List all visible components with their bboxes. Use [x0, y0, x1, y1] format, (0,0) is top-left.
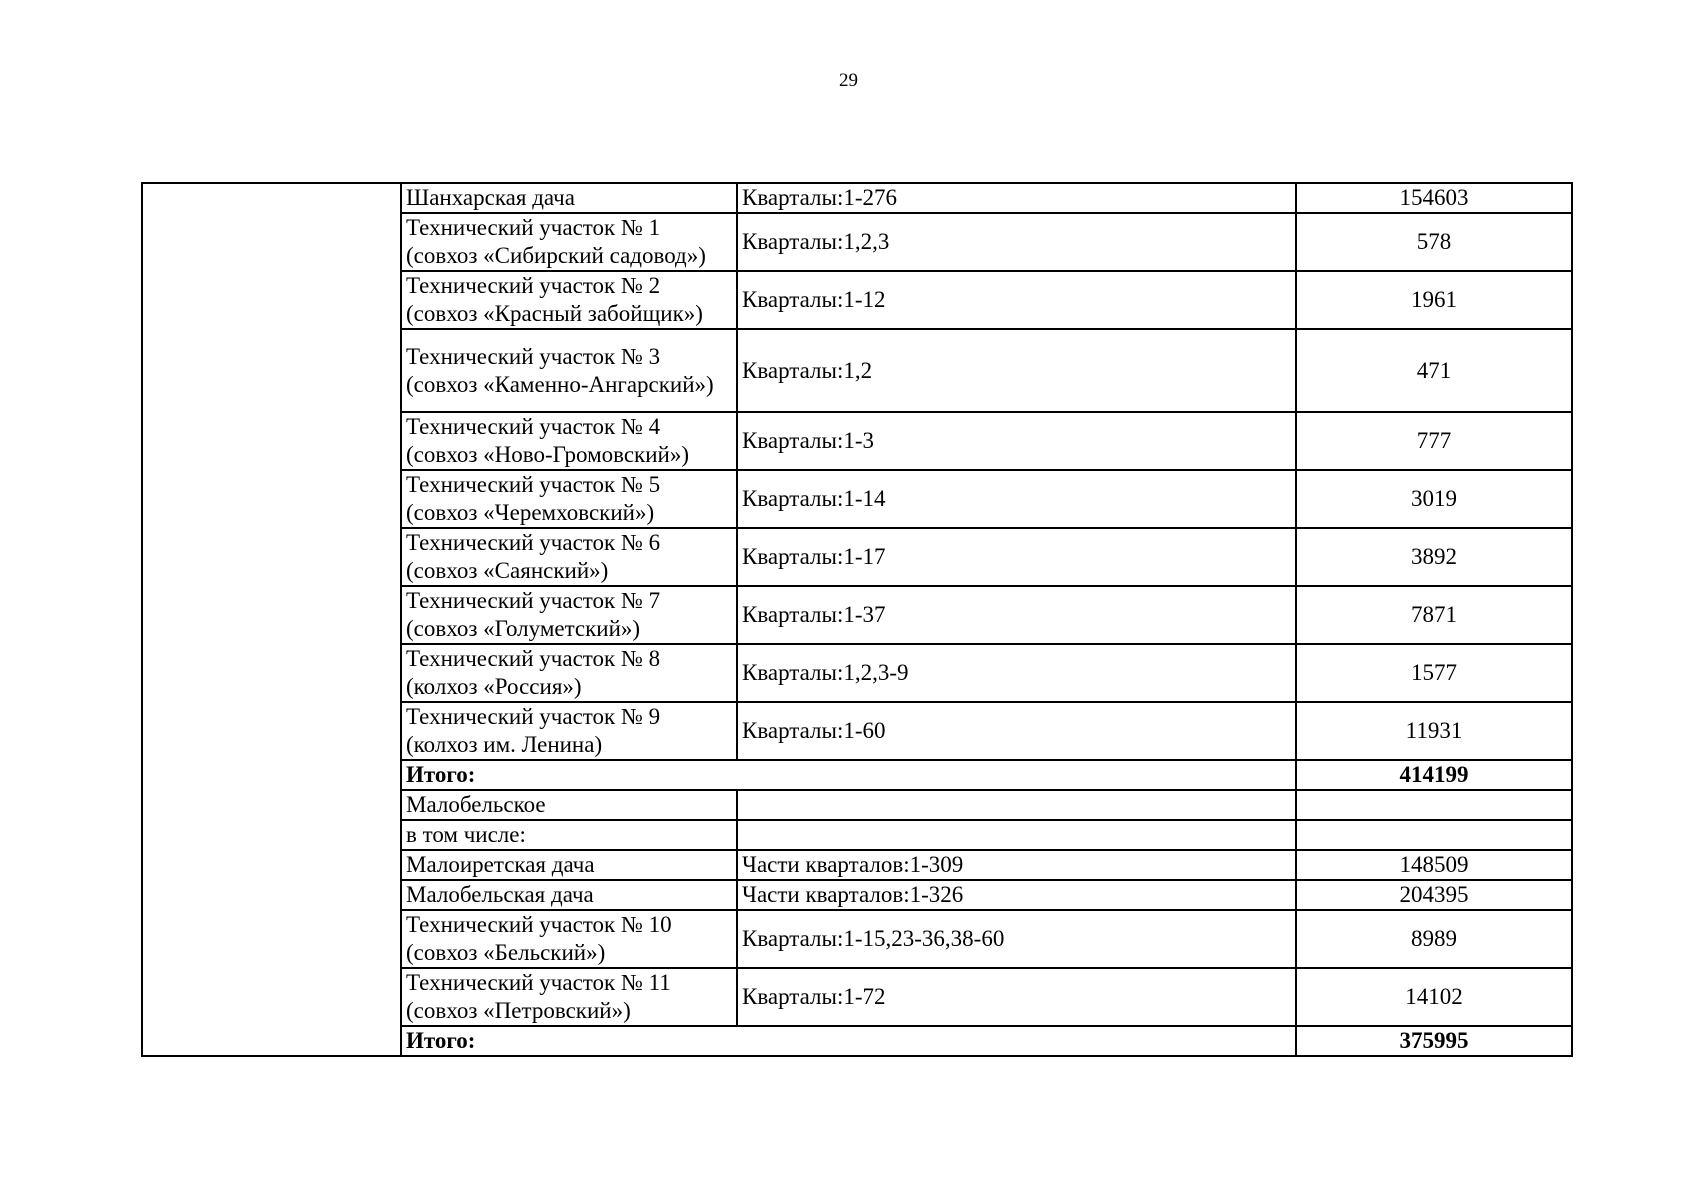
forestry-table — [141, 182, 1573, 1057]
site-name-cell: Малобельское — [401, 790, 737, 820]
quarters-cell — [737, 790, 1296, 820]
page-number: 29 — [839, 70, 858, 91]
quarters-cell: Кварталы:1-15,23-36,38-60 — [737, 910, 1296, 968]
site-name-cell: Шанхарская дача — [401, 183, 737, 213]
site-name-cell: Технический участок № 8 (колхоз «Россия») — [401, 644, 737, 702]
total-area-cell: 375995 — [1296, 1026, 1572, 1056]
area-cell: 148509 — [1296, 850, 1572, 880]
area-cell: 471 — [1296, 329, 1572, 412]
quarters-cell: Части кварталов:1-326 — [737, 880, 1296, 910]
site-name-cell: Технический участок № 5 (совхоз «Черемховский») — [401, 470, 737, 528]
table-row — [142, 183, 1572, 213]
quarters-cell: Кварталы:1-14 — [737, 470, 1296, 528]
site-name-cell: Технический участок № 10 (совхоз «Бельский») — [401, 910, 737, 968]
area-cell: 11931 — [1296, 702, 1572, 760]
total-area-cell: 414199 — [1296, 760, 1572, 790]
total-label-cell: Итого: — [401, 760, 1296, 790]
quarters-cell: Кварталы:1-17 — [737, 528, 1296, 586]
area-cell: 154603 — [1296, 183, 1572, 213]
site-name-cell: Технический участок № 2 (совхоз «Красный забойщик») — [401, 271, 737, 329]
area-cell: 3019 — [1296, 470, 1572, 528]
quarters-cell: Кварталы:1-60 — [737, 702, 1296, 760]
area-cell — [1296, 820, 1572, 850]
site-name-cell: Технический участок № 7 (совхоз «Голуметский») — [401, 586, 737, 644]
site-name-cell: Малоиретская дача — [401, 850, 737, 880]
district-cell — [142, 183, 401, 1056]
site-name-cell: Технический участок № 11 (совхоз «Петровский») — [401, 968, 737, 1026]
area-cell: 578 — [1296, 213, 1572, 271]
quarters-cell — [737, 820, 1296, 850]
site-name-cell: Технический участок № 4 (совхоз «Ново-Громовский») — [401, 412, 737, 470]
area-cell: 8989 — [1296, 910, 1572, 968]
table-body — [142, 183, 1572, 1056]
area-cell: 777 — [1296, 412, 1572, 470]
site-name-cell: Технический участок № 1 (совхоз «Сибирский садовод») — [401, 213, 737, 271]
quarters-cell: Кварталы:1,2 — [737, 329, 1296, 412]
site-name-cell: Малобельская дача — [401, 880, 737, 910]
site-name-cell: в том числе: — [401, 820, 737, 850]
area-cell: 7871 — [1296, 586, 1572, 644]
quarters-cell: Кварталы:1,2,3-9 — [737, 644, 1296, 702]
quarters-cell: Кварталы:1-12 — [737, 271, 1296, 329]
quarters-cell: Кварталы:1-276 — [737, 183, 1296, 213]
area-cell: 1961 — [1296, 271, 1572, 329]
area-cell — [1296, 790, 1572, 820]
site-name-cell: Технический участок № 3 (совхоз «Каменно-Ангарский») — [401, 329, 737, 412]
area-cell: 204395 — [1296, 880, 1572, 910]
site-name-cell: Технический участок № 6 (совхоз «Саянский») — [401, 528, 737, 586]
total-label-cell: Итого: — [401, 1026, 1296, 1056]
area-cell: 3892 — [1296, 528, 1572, 586]
area-cell: 14102 — [1296, 968, 1572, 1026]
quarters-cell: Кварталы:1-72 — [737, 968, 1296, 1026]
quarters-cell: Части кварталов:1-309 — [737, 850, 1296, 880]
site-name-cell: Технический участок № 9 (колхоз им. Ленина) — [401, 702, 737, 760]
quarters-cell: Кварталы:1-37 — [737, 586, 1296, 644]
quarters-cell: Кварталы:1,2,3 — [737, 213, 1296, 271]
quarters-cell: Кварталы:1-3 — [737, 412, 1296, 470]
area-cell: 1577 — [1296, 644, 1572, 702]
